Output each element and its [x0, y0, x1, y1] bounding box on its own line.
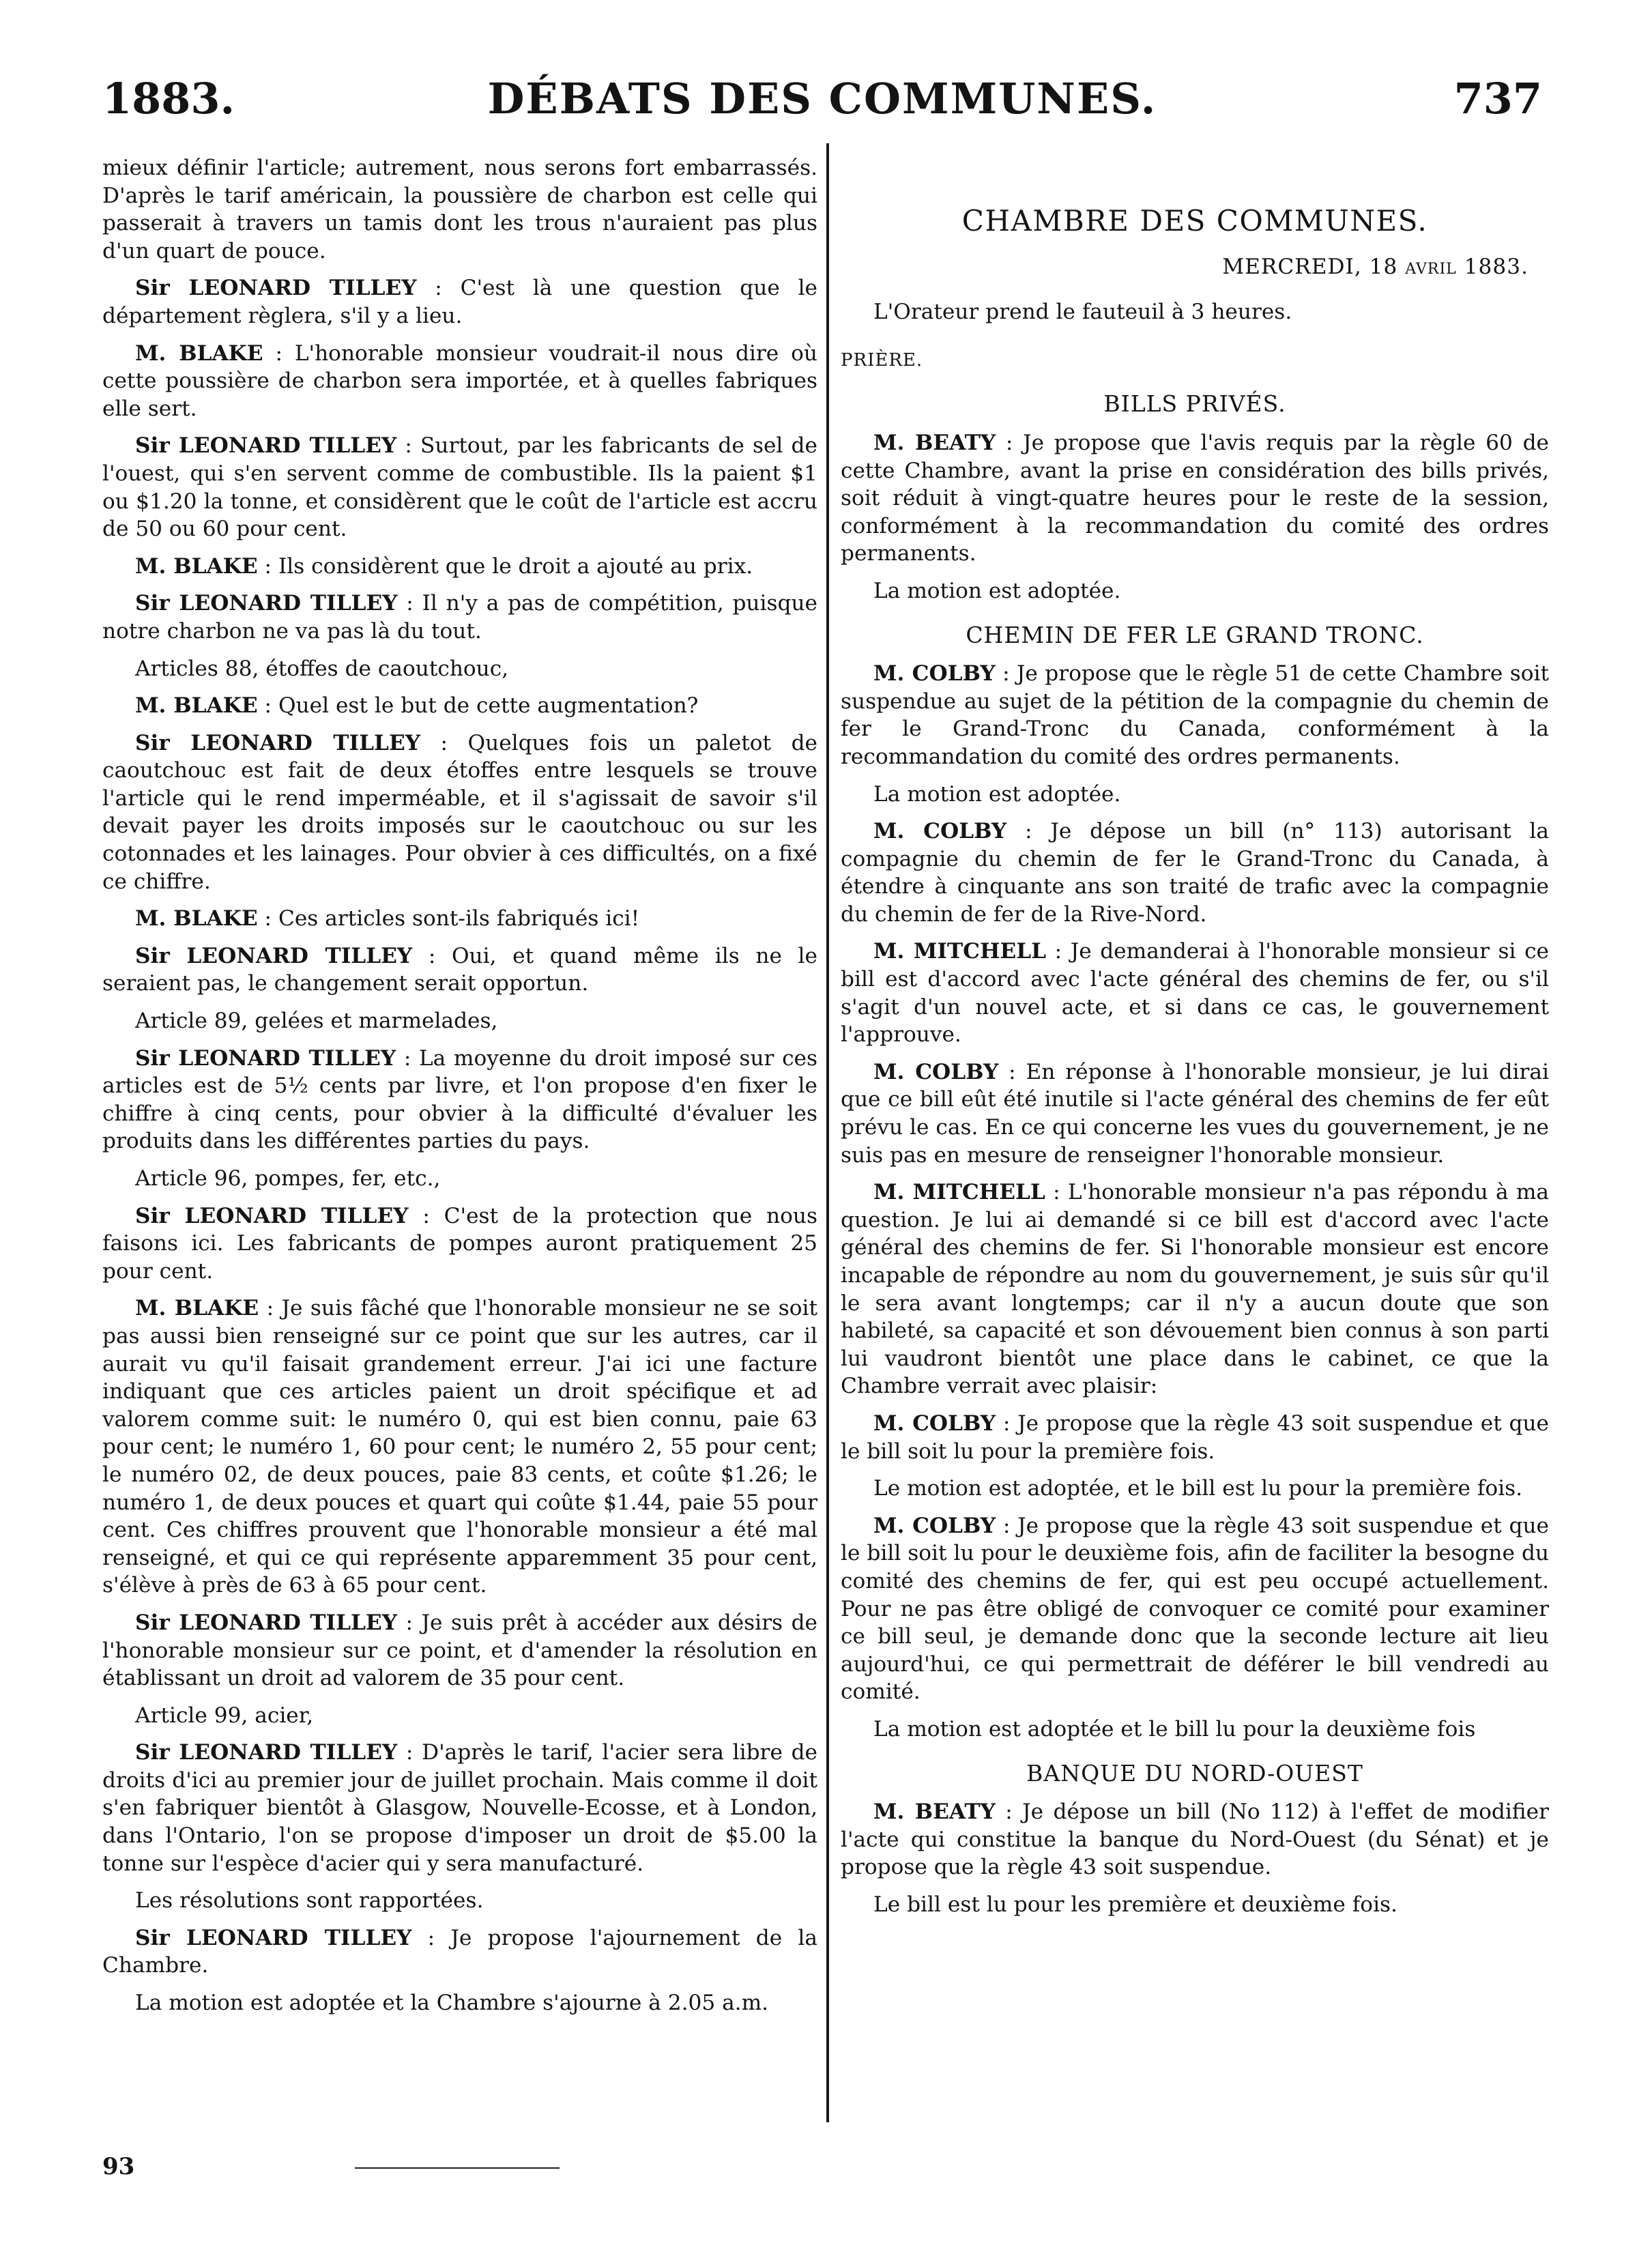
- speaker-name: M. COLBY: [873, 819, 1007, 844]
- paragraph-text: Article 96, pompes, fer, etc.,: [135, 1166, 441, 1191]
- speaker-name: Sir LEONARD TILLEY: [135, 943, 413, 968]
- paragraph-text: La motion est adoptée.: [873, 578, 1121, 603]
- paragraph-text: : D'après le tarif, l'acier sera libre de droits d'ici au premier jour de juillet prochain. Mais comme il doit s'en fabriquer bientôt à Glasgow, Nouvelle-Ecosse, et à London, dans l'Ontario, l'on se propose d'imposer un droit de $5.00 la tonne sur l'espèce d'acier qui y sera manufacturé.: [102, 1740, 817, 1876]
- paragraph-text: : Je demanderai à l'honorable monsieur si ce bill est d'accord avec l'acte général des chemins de fer, ou s'il s'agit d'un nouvel acte, et si dans ce cas, le gouvernement l'approuve.: [841, 939, 1549, 1047]
- sitting-date: MERCREDI, 18 avril 1883.: [1222, 254, 1528, 279]
- paragraph-text: La motion est adoptée et le bill lu pour la deuxième fois: [873, 1716, 1476, 1742]
- paragraph: [841, 1179, 1549, 1400]
- paragraph: [841, 1512, 1549, 1706]
- paragraph: [841, 938, 1549, 1048]
- paragraph: [102, 553, 817, 581]
- paragraph-text: : Je dépose un bill (No 112) à l'effet de modifier l'acte qui constitue la banque du Nord-Ouest (du Sénat) et je propose que la règle 43 soit suspendue.: [841, 1800, 1549, 1880]
- paragraph: [102, 432, 817, 543]
- paragraph-text: : Quelques fois un paletot de caoutchouc est fait de deux étoffes entre lesquels se trouve l'article qui le rend imperméable, et il s'agissait de savoir s'il devait payer les droits imposés sur le caoutchouc ou sur les cotonnades et les lainages. Pour obvier à ces difficultés, on a fixé ce chiffre.: [102, 730, 817, 894]
- paragraph-text: : Je propose que l'avis requis par la règle 60 de cette Chambre, avant la prise en considération des bills privés, soit réduit à vingt-quatre heures pour le reste de la session, conformément à la recommandation du comité des ordres permanents.: [841, 430, 1550, 566]
- right-sections: [841, 390, 1549, 1918]
- speaker-name: Sir LEONARD TILLEY: [135, 433, 397, 459]
- speaker-name: Sir LEONARD TILLEY: [135, 730, 420, 755]
- paragraph-text: : Ils considèrent que le droit a ajouté au prix.: [264, 553, 753, 579]
- paragraph: [102, 1989, 817, 2017]
- paragraph-text: La motion est adoptée et la Chambre s'ajourne à 2.05 a.m.: [135, 1991, 769, 2016]
- paragraph: [102, 1739, 817, 1877]
- left-column: [102, 154, 817, 2017]
- paragraph-text: : Je propose que la règle 43 soit suspendue et que le bill soit lu pour la première fois.: [841, 1411, 1549, 1464]
- paragraph: [102, 340, 817, 423]
- paragraph: [102, 1609, 817, 1692]
- paragraph: [841, 577, 1549, 605]
- paragraph: [102, 655, 817, 683]
- paragraph: [102, 1165, 817, 1193]
- speaker-name: M. BLAKE: [135, 341, 263, 366]
- paragraph: [841, 1891, 1549, 1919]
- paragraph-text: : Ces articles sont-ils fabriqués ici!: [264, 906, 640, 931]
- speaker-name: M. BLAKE: [135, 693, 258, 719]
- paragraph-text: : C'est là une question que le département règlera, s'il y a lieu.: [102, 276, 817, 328]
- paragraph-text: La motion est adoptée.: [873, 781, 1121, 807]
- speaker-name: Sir LEONARD TILLEY: [135, 1610, 397, 1635]
- paragraph: [102, 1702, 817, 1730]
- page-header: [102, 74, 1542, 128]
- speaker-name: Sir LEONARD TILLEY: [135, 276, 417, 301]
- paragraph: [841, 818, 1549, 928]
- paragraph: [841, 429, 1549, 568]
- paragraph: [102, 1045, 817, 1155]
- paragraph-text: Les résolutions sont rapportées.: [135, 1888, 484, 1913]
- paragraph-text: Articles 88, étoffes de caoutchouc,: [135, 656, 509, 681]
- speaker-name: M. BLAKE: [135, 553, 258, 579]
- speaker-name: M. COLBY: [873, 1059, 999, 1084]
- priere-label: PRIÈRE.: [841, 349, 923, 371]
- chamber-title: CHAMBRE DES COMMUNES.: [961, 204, 1428, 237]
- column-divider: [826, 143, 829, 2122]
- signature-mark: 93: [102, 2153, 135, 2180]
- speaker-name: Sir LEONARD TILLEY: [135, 1203, 409, 1228]
- paragraph-text: : Quel est le but de cette augmentation?: [264, 693, 699, 719]
- paragraph: [841, 781, 1549, 809]
- right-column: [841, 160, 1549, 1918]
- paragraph-text: : Je suis fâché que l'honorable monsieur ne se soit pas aussi bien renseigné sur ce point que sur les autres, car il aurait vu qu'il faisait grandement erreur. J'ai ici une facture indiquant que ces articles paient un droit spécifique et ad valorem comme suit: le numéro 0, qui est bien connu, paie 63 pour cent; le numéro 1, 60 pour cent; le numéro 2, 55 pour cent; le numéro 02, de deux pouces, paie 83 cents, et coûte $1.26; le numéro 1, de deux pouces et quart qui coûte $1.44, paie 55 pour cent. Ces chiffres prouvent que l'honorable monsieur a été mal renseigné, et qui ce qui représente apparemment 35 pour cent, s'élève à près de 63 à 65 pour cent.: [102, 1296, 817, 1598]
- paragraph: [102, 1295, 817, 1600]
- signature-rule: [355, 2167, 560, 2169]
- speaker-name: M. MITCHELL: [873, 1180, 1045, 1205]
- paragraph: [102, 590, 817, 645]
- paragraph-text: : L'honorable monsieur voudrait-il nous dire où cette poussière de charbon sera importée, et à quelles fabriques elle sert.: [102, 341, 817, 421]
- paragraph-text: : Je dépose un bill (n° 113) autorisant la compagnie du chemin de fer le Grand-Tronc du Canada, à étendre à cinquante ans son traité de trafic avec la compagnie du chemin de fer de la Rive-Nord.: [841, 819, 1549, 927]
- paragraph-text: : C'est de la protection que nous faisons ici. Les fabricants de pompes auront pratiquement 25 pour cent.: [102, 1203, 817, 1284]
- paragraph-text: Le bill est lu pour les première et deuxième fois.: [873, 1892, 1397, 1917]
- paragraph-text: : Je propose que la règle 43 soit suspendue et que le bill soit lu pour le deuxième fois, afin de faciliter la besogne du comité des chemins de fer, qui est peu occupé actuellement. Pour ne pas être obligé de convoquer ce comité pour examiner ce bill seul, je demande donc que la seconde lecture ait lieu aujourd'hui, ce qui permettrait de déférer le bill vendredi au comité.: [841, 1513, 1549, 1705]
- speaker-name: M. COLBY: [873, 1513, 996, 1538]
- paragraph: [102, 905, 817, 933]
- speaker-name: M. MITCHELL: [873, 939, 1047, 964]
- paragraph-text: : Je propose l'ajournement de la Chambre.: [102, 1925, 817, 1978]
- section-heading: CHEMIN DE FER LE GRAND TRONC.: [966, 621, 1424, 648]
- paragraph: [102, 942, 817, 998]
- speaker-name: Sir LEONARD TILLEY: [135, 1925, 412, 1950]
- paragraph-text: Le motion est adoptée, et le bill est lu pour la première fois.: [873, 1476, 1523, 1501]
- speaker-name: Sir LEONARD TILLEY: [135, 591, 398, 616]
- paragraph-text: : En réponse à l'honorable monsieur, je lui dirai que ce bill eût été inutile si l'acte général des chemins de fer eût prévu le cas. En ce qui concerne les vues du gouvernement, je ne suis pas en mesure de renseigner l'honorable monsieur.: [841, 1059, 1549, 1168]
- paragraph-text: : Je propose que le règle 51 de cette Chambre soit suspendue au sujet de la pétition de la compagnie du chemin de fer le Grand-Tronc du Canada, conformément à la recommandation du comité des ordres permanents.: [841, 661, 1549, 769]
- paragraph: [841, 1798, 1549, 1881]
- paragraph: [841, 660, 1549, 770]
- paragraph: [841, 1410, 1549, 1465]
- paragraph: [102, 154, 817, 265]
- paragraph: [102, 1887, 817, 1915]
- paragraph: [102, 729, 817, 896]
- paragraph: [841, 1058, 1549, 1169]
- header-title: DÉBATS DES COMMUNES.: [487, 74, 1157, 124]
- paragraph: [841, 1475, 1549, 1503]
- speaker-name: M. BLAKE: [135, 906, 258, 931]
- speaker-name: M. BLAKE: [135, 1296, 259, 1321]
- speaker-name: Sir LEONARD TILLEY: [135, 1045, 396, 1071]
- paragraph: [102, 692, 817, 720]
- section-heading: BILLS PRIVÉS.: [1103, 390, 1286, 418]
- speaker-name: M. BEATY: [873, 1800, 996, 1825]
- paragraph-text: Article 89, gelées et marmelades,: [135, 1009, 498, 1034]
- header-year: 1883.: [102, 74, 235, 124]
- paragraph: [102, 1924, 817, 1980]
- paragraph-text: Article 99, acier,: [135, 1703, 314, 1728]
- opening-line: L'Orateur prend le fauteuil à 3 heures.: [873, 300, 1292, 325]
- header-page-number: 737: [1453, 74, 1542, 124]
- paragraph-text: : Je suis prêt à accéder aux désirs de l'honorable monsieur sur ce point, et d'amender la résolution en établissant un droit ad valorem de 35 pour cent.: [102, 1610, 817, 1691]
- section-heading: BANQUE DU NORD-OUEST: [1026, 1759, 1363, 1787]
- paragraph-text: : Surtout, par les fabricants de sel de l'ouest, qui s'en servent comme de combustible. Ils la paient $1 ou $1.20 la tonne, et considèrent que le coût de l'article est accru de 50 ou 60 pour cent.: [102, 433, 817, 542]
- paragraph-text: : Oui, et quand même ils ne le seraient pas, le changement serait opportun.: [102, 943, 817, 996]
- paragraph: [102, 274, 817, 330]
- speaker-name: M. COLBY: [873, 1411, 996, 1436]
- speaker-name: Sir LEONARD TILLEY: [135, 1740, 398, 1765]
- paragraph: [102, 1007, 817, 1035]
- paragraph-text: mieux définir l'article; autrement, nous serons fort embarrassés. D'après le tarif américain, la poussière de charbon est celle qui passerait à travers un tamis dont les trous n'auraient pas plus d'un quart de pouce.: [102, 156, 817, 263]
- speaker-name: M. BEATY: [873, 430, 996, 455]
- paragraph-text: : La moyenne du droit imposé sur ces articles est de 5½ cents par livre, et l'on propose d'en fixer le chiffre à cinq cents, pour obvier à la difficulté d'évaluer les produits dans les différentes parties du pays.: [102, 1045, 817, 1154]
- paragraph-text: : L'honorable monsieur n'a pas répondu à ma question. Je lui ai demandé si ce bill est d'accord avec l'acte général des chemins de fer. Si l'honorable monsieur est encore incapable de répondre au nom du gouvernement, je suis sûr qu'il le sera avant longtemps; car il n'y a aucun doute que son habileté, sa capacité et son dévouement bien connus à son parti lui vaudront bientôt une place dans le cabinet, ce que la Chambre verrait avec plaisir:: [841, 1180, 1549, 1399]
- paragraph-text: : Il n'y a pas de compétition, puisque notre charbon ne va pas là du tout.: [102, 591, 817, 644]
- paragraph: [841, 1716, 1549, 1744]
- speaker-name: M. COLBY: [873, 661, 996, 687]
- paragraph: [102, 1202, 817, 1286]
